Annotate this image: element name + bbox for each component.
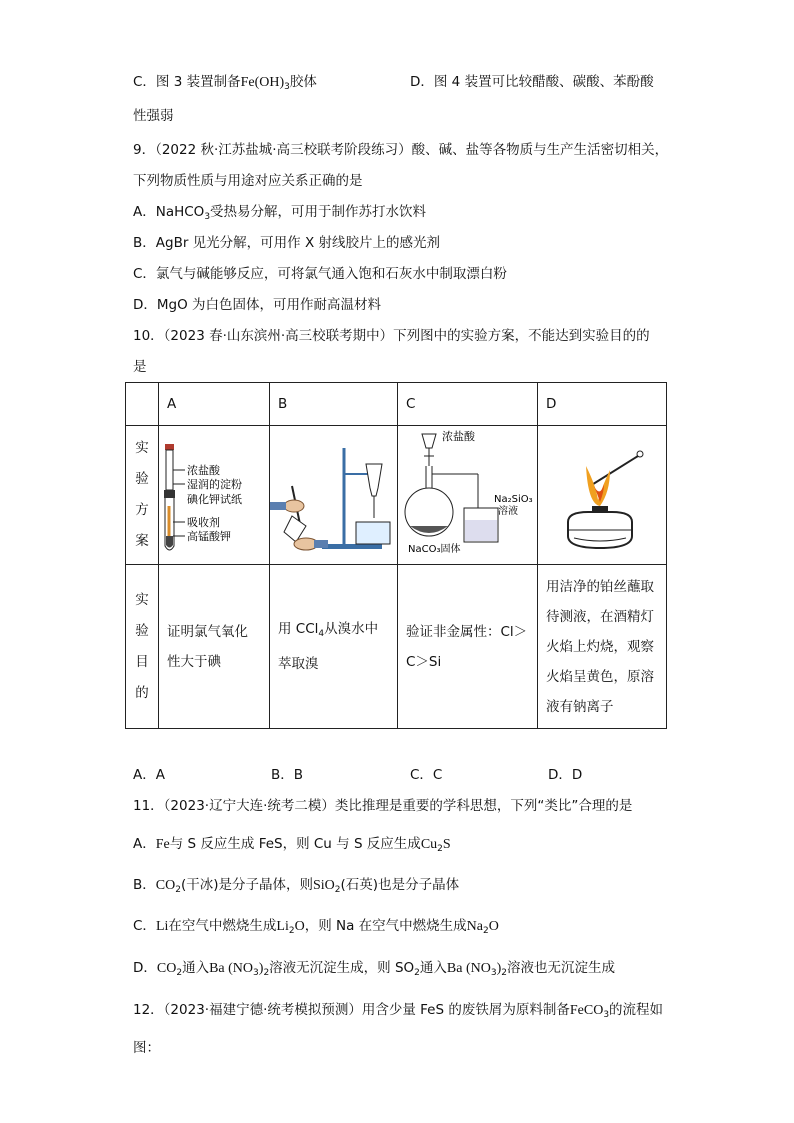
q9-option-c: C．氯气与碱能够反应，可将氯气通入饱和石灰水中制取漂白粉 <box>133 266 507 282</box>
q10-option-d: D．D <box>548 767 583 783</box>
test-tube-diagram <box>159 426 269 560</box>
q10-option-b: B．B <box>271 767 304 783</box>
flask-beaker-diagram <box>398 426 537 560</box>
q8-option-c: C．图 3 装置制备$Fe(OH)_3$胶体 <box>133 74 317 92</box>
purpose-d: 用洁净的铂丝蘸取 待测液，在酒精灯 火焰上灼烧，观察 火焰呈黄色，原溶 液有钠离子 <box>538 565 667 729</box>
figure-a-cell <box>159 426 270 565</box>
purpose-b: 用 CCl$_4$从溴水中 萃取溴 <box>270 565 398 729</box>
q11-option-b: B．$CO_2$(干冰)是分子晶体，则SiO$_2$(石英)也是分子晶体 <box>133 877 460 895</box>
figure-d-cell <box>538 426 667 565</box>
header-c: C <box>398 383 538 426</box>
svg-text:溶液: 溶液 <box>498 506 518 517</box>
header-a: A <box>159 383 270 426</box>
purpose-a: 证明氯气氧化 性大于碘 <box>159 565 270 729</box>
svg-text:浓盐酸: 浓盐酸 <box>187 464 220 477</box>
q11-option-c: C．Li在空气中燃烧生成$Li_2O$，则 Na 在空气中燃烧生成$Na_2O$ <box>133 918 499 936</box>
q10-stem: 10．（2023 春·山东滨州·高三校联考期中）下列图中的实验方案，不能达到实验目的的 <box>133 328 650 344</box>
q10-table <box>125 382 667 729</box>
figure-c-cell <box>398 426 538 565</box>
q10-option-c: C．C <box>410 767 443 783</box>
q11-option-d: D．$CO_2$通入Ba $(NO_3)_2$溶液无沉淀生成，则 $SO_2$通入Ba $(NO_3)_2$溶液也无沉淀生成 <box>133 960 615 978</box>
svg-text:湿润的淀粉: 湿润的淀粉 <box>187 478 242 491</box>
q11-stem: 11．（2023·辽宁大连·统考二模）类比推理是重要的学科思想，下列“类比”合理的是 <box>133 798 633 814</box>
q10-stem-cont: 是 <box>133 359 147 375</box>
svg-text:Na₂SiO₃: Na₂SiO₃ <box>494 494 533 505</box>
purpose-c: 验证非金属性：Cl＞ C＞Si <box>398 565 538 729</box>
header-d: D <box>538 383 667 426</box>
q11-option-a: A．Fe与 S 反应生成 FeS，则 Cu 与 S 反应生成$Cu_2S$ <box>133 836 451 854</box>
alcohol-lamp-diagram <box>538 426 665 560</box>
q9-option-b: B．AgBr 见光分解，可用作 X 射线胶片上的感光剂 <box>133 235 440 251</box>
q9-option-a: A．NaHCO$_3$受热易分解，可用于制作苏打水饮料 <box>133 204 427 222</box>
table-corner <box>126 383 159 426</box>
header-b: B <box>270 383 398 426</box>
row-label-scheme: 实 验 方 案 <box>126 426 159 565</box>
svg-text:吸收剂: 吸收剂 <box>187 516 220 529</box>
q12-stem-cont: 图： <box>133 1040 160 1056</box>
svg-text:浓盐酸: 浓盐酸 <box>442 430 475 443</box>
figure-b-cell <box>270 426 398 565</box>
separatory-funnel-diagram <box>270 426 397 560</box>
q9-option-d: D．MgO 为白色固体，可用作耐高温材料 <box>133 297 382 313</box>
svg-text:NaCO₃固体: NaCO₃固体 <box>408 544 461 555</box>
q9-stem: 9．（2022 秋·江苏盐城·高三校联考阶段练习）酸、碱、盐等各物质与生产生活密切相关， <box>133 142 669 158</box>
q10-option-a: A．A <box>133 767 165 783</box>
q8-option-d-cont: 性强弱 <box>133 108 174 124</box>
q12-stem: 12．（2023·福建宁德·统考模拟预测）用含少量 FeS 的废铁屑为原料制备FeCO$_3$的流程如 <box>133 1002 664 1020</box>
q9-stem-cont: 下列物质性质与用途对应关系正确的是 <box>133 173 363 189</box>
svg-text:高锰酸钾: 高锰酸钾 <box>187 530 231 543</box>
svg-text:碘化钾试纸: 碘化钾试纸 <box>187 493 242 506</box>
row-label-purpose: 实 验 目 的 <box>126 565 159 729</box>
q8-option-d: D．图 4 装置可比较醋酸、碳酸、苯酚酸 <box>410 74 654 90</box>
